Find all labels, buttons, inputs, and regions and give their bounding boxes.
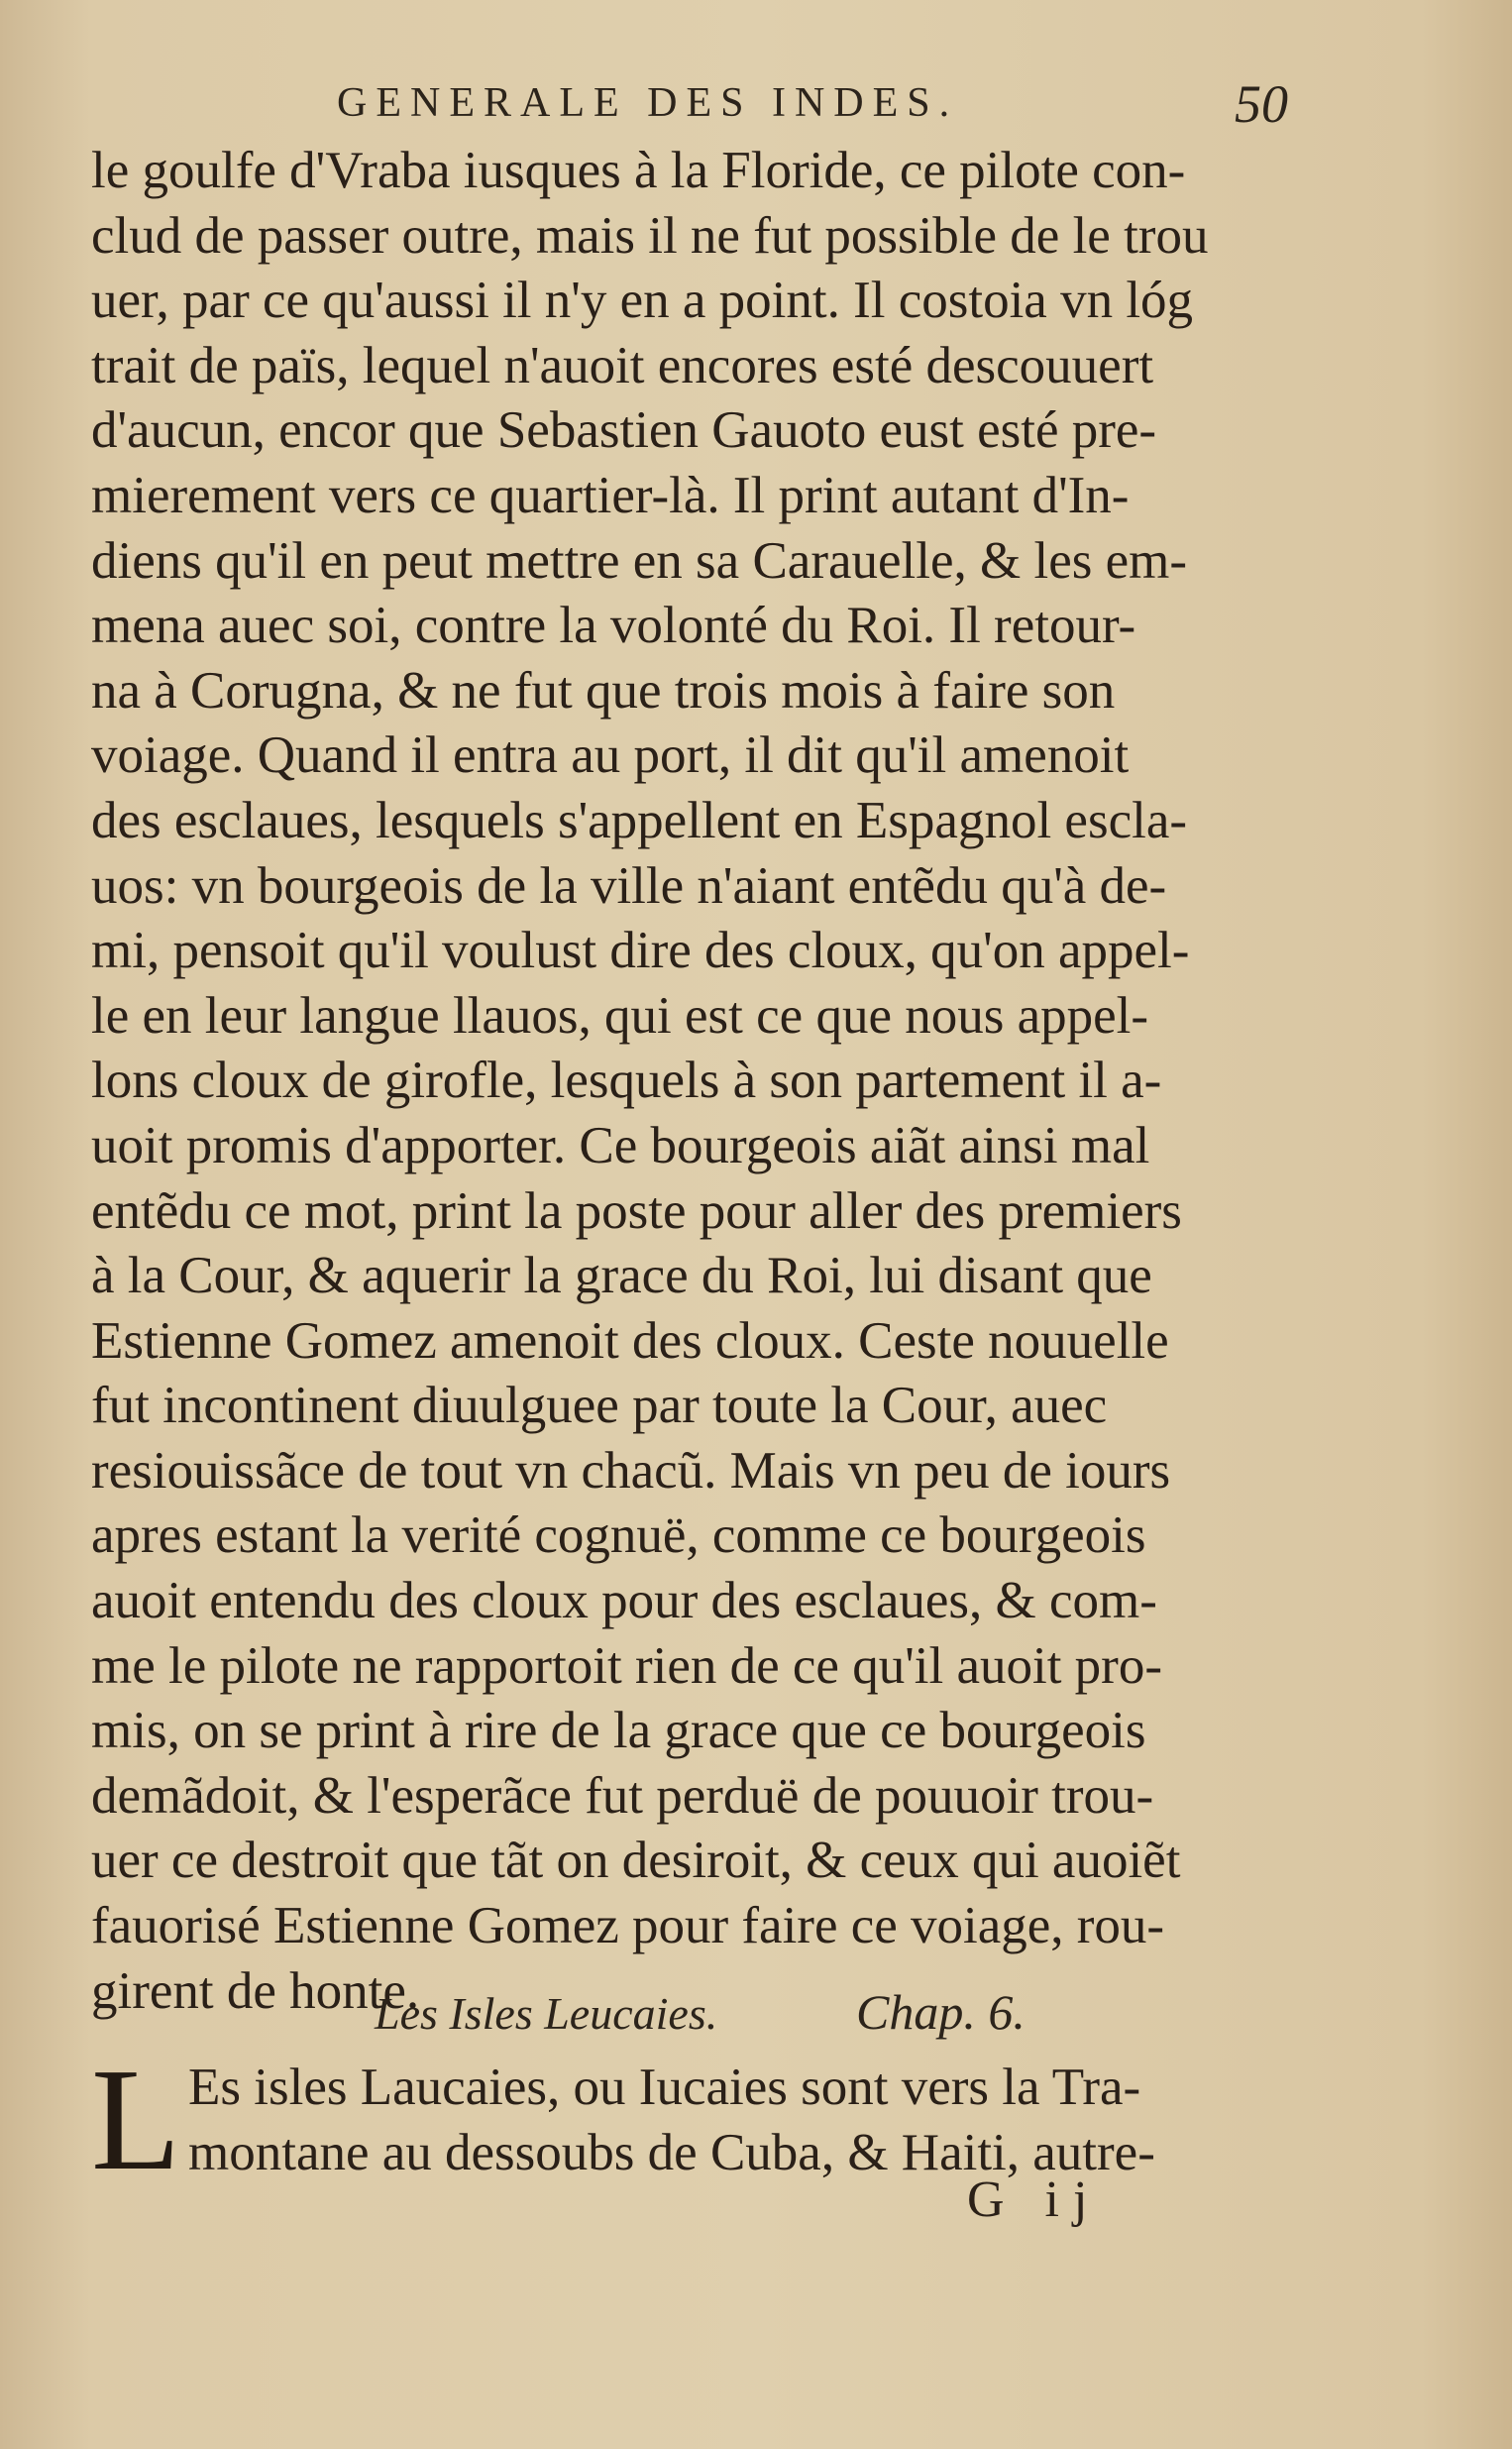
text-line: trait de païs, lequel n'auoit encores esté descouuert bbox=[91, 336, 1154, 394]
text-line: mis, on se print à rire de la grace que ce bourgeois bbox=[91, 1702, 1146, 1760]
text-line: clud de passer outre, mais il ne fut possible de le trou bbox=[91, 206, 1209, 265]
text-line: le goulfe d'Vraba iusques à la Floride, ce pilote con- bbox=[91, 142, 1186, 199]
text-line: le en leur langue llauos, qui est ce que nous appel- bbox=[91, 986, 1149, 1045]
text-line: uer ce destroit que tãt on desiroit, & ceux qui auoiẽt bbox=[91, 1832, 1181, 1890]
text-line: uos: vn bourgeois de la ville n'aiant entẽdu qu'à de- bbox=[91, 856, 1167, 915]
chapter-title: Les Isles Leucaies. bbox=[375, 1988, 718, 2039]
text-line: des esclaues, lesquels s'appellent en Espagnol escla- bbox=[91, 791, 1187, 849]
text-line: resiouissãce de tout vn chacũ. Mais vn peu de iours bbox=[91, 1441, 1171, 1500]
text-line: mierement vers ce quartier-là. Il print autant d'In- bbox=[91, 466, 1130, 524]
chapter-heading bbox=[375, 1984, 1266, 2057]
running-head: GENERALE DES INDES. bbox=[337, 80, 959, 126]
text-line: Estienne Gomez amenoit des cloux. Ceste nouuelle bbox=[91, 1311, 1169, 1370]
chapter-number: Chap. 6. bbox=[856, 1984, 1026, 2040]
text-line: na à Corugna, & ne fut que trois mois à faire son bbox=[91, 661, 1116, 720]
text-line: auoit entendu des cloux pour des esclaues, & com- bbox=[91, 1572, 1157, 1630]
text-line: lons cloux de girofle, lesquels à son partement il a- bbox=[91, 1052, 1162, 1110]
text-line: apres estant la verité cognuë, comme ce bourgeois bbox=[91, 1506, 1146, 1565]
page-number: 50 bbox=[1235, 74, 1288, 134]
text-line: demãdoit, & l'esperãce fut perduë de pouuoir trou- bbox=[91, 1766, 1154, 1825]
text-line: uoit promis d'apporter. Ce bourgeois aiãt ainsi mal bbox=[91, 1116, 1150, 1174]
text-line: entẽdu ce mot, print la poste pour aller des premiers bbox=[91, 1181, 1182, 1240]
text-line: d'aucun, encor que Sebastien Gauoto eust esté pre- bbox=[91, 401, 1157, 460]
new-section-text bbox=[188, 2056, 1318, 2185]
drop-cap: L bbox=[91, 2039, 181, 2201]
text-line: à la Cour, & aquerir la grace du Roi, lui disant que bbox=[91, 1247, 1152, 1305]
text-line: girent de honte. bbox=[91, 1961, 420, 2020]
text-line: uer, par ce qu'aussi il n'y en a point. Il costoia vn lóg bbox=[91, 272, 1194, 330]
text-line: voiage. Quand il entra au port, il dit qu'il amenoit bbox=[91, 726, 1130, 785]
text-line: me le pilote ne rapportoit rien de ce qu'il auoit pro- bbox=[91, 1636, 1162, 1695]
signature-mark: G ij bbox=[967, 2171, 1102, 2228]
text-line: fauorisé Estienne Gomez pour faire ce voiage, rou- bbox=[91, 1897, 1165, 1955]
body-text bbox=[91, 139, 1310, 2024]
text-line: diens qu'il en peut mettre en sa Carauelle, & les em- bbox=[91, 531, 1187, 590]
text-line: mena auec soi, contre la volonté du Roi. Il retour- bbox=[91, 597, 1136, 655]
text-line: Es isles Laucaies, ou Iucaies sont vers la Tra- bbox=[188, 2059, 1141, 2116]
text-line: montane au dessoubs de Cuba, & Haiti, autre- bbox=[188, 2123, 1155, 2181]
text-line: fut incontinent diuulguee par toute la Cour, auec bbox=[91, 1377, 1108, 1435]
text-line: mi, pensoit qu'il voulust dire des cloux, qu'on appel- bbox=[91, 922, 1190, 980]
